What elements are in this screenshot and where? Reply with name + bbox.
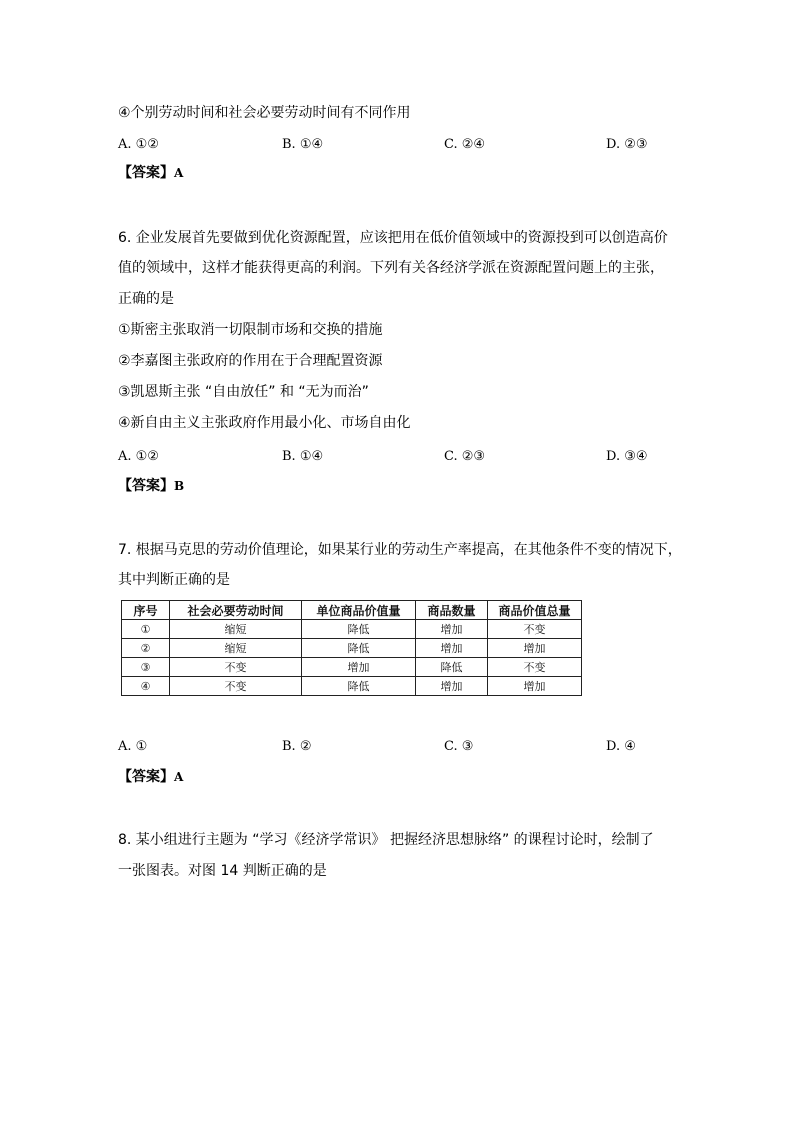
table-cell: 缩短 <box>170 639 302 658</box>
table-cell: 增加 <box>416 639 488 658</box>
table-cell: 增加 <box>416 620 488 639</box>
table-header-row <box>122 601 582 620</box>
q7-option-b: B. ② <box>282 739 312 754</box>
q7-answer <box>118 767 183 787</box>
q6-answer-label: 【答案】 <box>118 478 174 494</box>
q5-option-b: B. ①④ <box>282 137 324 152</box>
table-cell: 不变 <box>488 658 582 677</box>
table-header: 商品数量 <box>416 601 488 620</box>
q6-stem-line-1: 6. 企业发展首先要做到优化资源配置，应该把用在低价值领域中的资源投到可以创造高价 <box>118 230 668 246</box>
q5-answer <box>118 163 183 183</box>
table-cell: ④ <box>122 677 170 696</box>
table-cell: 增加 <box>302 658 416 677</box>
q6-option-b: B. ①④ <box>282 449 324 464</box>
q6-answer-value: B <box>174 479 185 493</box>
q7-answer-label: 【答案】 <box>118 769 174 785</box>
table-cell: 缩短 <box>170 620 302 639</box>
table-cell: 降低 <box>302 677 416 696</box>
q6-item-3: ③凯恩斯主张 “自由放任” 和 “无为而治” <box>118 384 369 400</box>
table-header: 序号 <box>122 601 170 620</box>
q7-option-d: D. ④ <box>606 739 636 754</box>
q7-answer-value: A <box>174 770 184 784</box>
q6-stem-line-2: 值的领域中，这样才能获得更高的利润。下列有关各经济学派在资源配置问题上的主张， <box>118 260 664 276</box>
q7-stem-line-2: 其中判断正确的是 <box>118 572 230 588</box>
q5-option-a: A. ①② <box>118 137 159 152</box>
q8-stem-line-2: 一张图表。对图 14 判断正确的是 <box>118 863 327 879</box>
q7-stem-line-1: 7. 根据马克思的劳动价值理论，如果某行业的劳动生产率提高，在其他条件不变的情况下， <box>118 542 682 558</box>
q7-table <box>121 600 582 696</box>
table-cell: 增加 <box>488 639 582 658</box>
table-row <box>122 658 582 677</box>
table-cell: 增加 <box>416 677 488 696</box>
table-cell: 不变 <box>170 658 302 677</box>
q6-option-a: A. ①② <box>118 449 159 464</box>
table-cell: 增加 <box>488 677 582 696</box>
table-row <box>122 620 582 639</box>
table-cell: ③ <box>122 658 170 677</box>
q5-answer-value: A <box>174 166 184 180</box>
q7-option-a: A. ① <box>118 739 148 754</box>
table-cell: ① <box>122 620 170 639</box>
table-cell: 不变 <box>170 677 302 696</box>
q5-option-c: C. ②④ <box>444 137 486 152</box>
table-cell: 降低 <box>302 620 416 639</box>
q7-option-c: C. ③ <box>444 739 474 754</box>
q5-option-d: D. ②③ <box>606 137 648 152</box>
table-cell: ② <box>122 639 170 658</box>
q5-item-4: ④个别劳动时间和社会必要劳动时间有不同作用 <box>118 105 411 121</box>
q8-stem-line-1: 8. 某小组进行主题为 “学习《经济学常识》 把握经济思想脉络” 的课程讨论时，绘制了 <box>118 832 654 848</box>
table-cell: 不变 <box>488 620 582 639</box>
q6-stem-line-3: 正确的是 <box>118 291 174 307</box>
table-row <box>122 677 582 696</box>
q6-answer <box>118 476 184 496</box>
q5-answer-label: 【答案】 <box>118 165 174 181</box>
q6-option-d: D. ③④ <box>606 449 648 464</box>
table-header: 社会必要劳动时间 <box>170 601 302 620</box>
table-cell: 降低 <box>416 658 488 677</box>
q6-item-4: ④新自由主义主张政府作用最小化、市场自由化 <box>118 415 411 431</box>
q6-item-2: ②李嘉图主张政府的作用在于合理配置资源 <box>118 353 383 369</box>
q6-option-c: C. ②③ <box>444 449 486 464</box>
table-cell: 降低 <box>302 639 416 658</box>
table-row <box>122 639 582 658</box>
table-header: 商品价值总量 <box>488 601 582 620</box>
table-header: 单位商品价值量 <box>302 601 416 620</box>
q6-item-1: ①斯密主张取消一切限制市场和交换的措施 <box>118 322 383 338</box>
